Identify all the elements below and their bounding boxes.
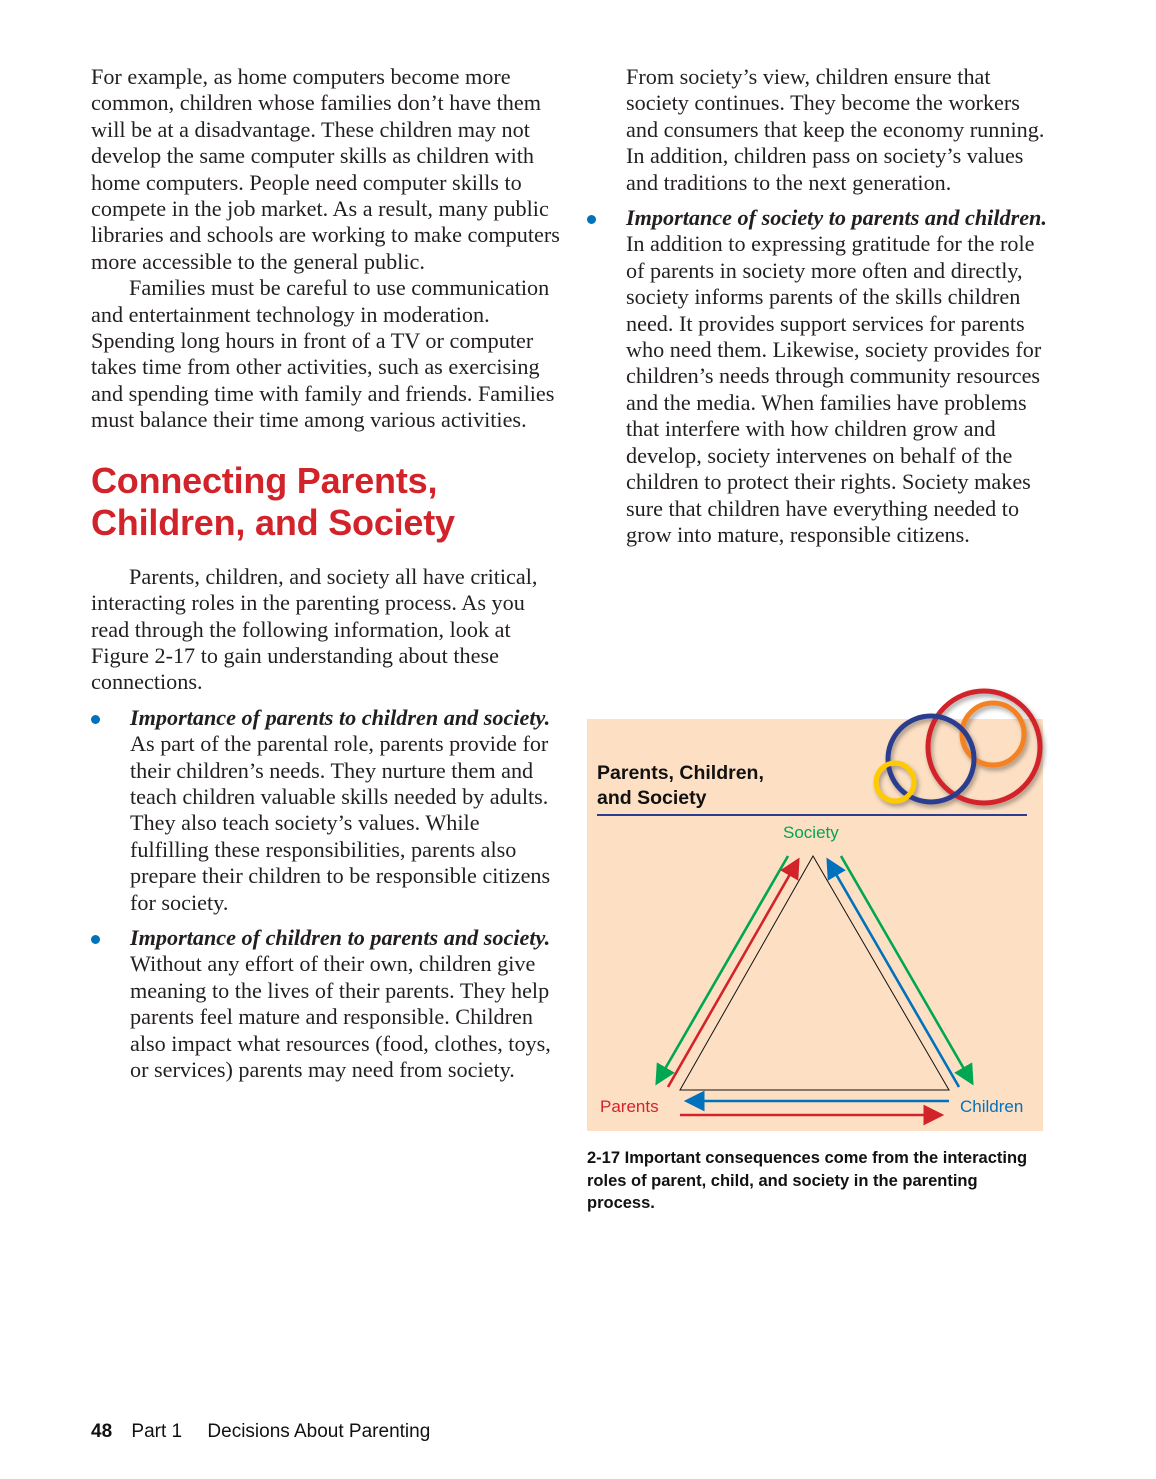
label-society: Society [783,823,839,842]
figure-divider [597,814,1027,816]
section-intro: Parents, children, and society all have critical, interacting roles in the parenting process. As you read through the following information, look at Figure 2-17 to gain understanding about these connections. [91,563,538,695]
label-children: Children [960,1097,1024,1116]
left-column [91,64,561,1083]
label-parents: Parents [600,1097,659,1116]
bullet-text: Without any effort of their own, children give meaning to the lives of their parents. They help parents feel mature and responsible. Children also impact what resources (food, clothes, toys, or services) parents may need from society. [130,951,551,1082]
triangle-arrows-icon [587,819,1043,1131]
chapter-title: Decisions About Parenting [207,1421,431,1442]
figure-title [597,761,764,811]
bullet-society-importance [587,205,1057,548]
right-column [587,64,1057,548]
figure-caption: 2-17 Important consequences come from the interacting roles of parent, child, and society in the parenting process. [587,1149,1028,1212]
bullet-lead: Importance of parents to children and society. [130,704,551,730]
bullet-text: As part of the parental role, parents provide for their children’s needs. They nurture them and teach children valuable skills needed by adults. They also teach society’s values. While fulfilling these responsibilities, parents also prepare their children to be responsible citizens for society. [130,731,551,915]
section-heading: Connecting Parents, Children, and Society [91,459,455,543]
part-label: Part 1 [131,1421,183,1442]
paragraph-moderation: Families must be careful to use communication and entertainment technology in moderation. Spending long hours in front of a TV or computer takes time from other activities, such as exercising and spending time with family and friends. Families must balance their time among various activities. [91,275,555,433]
bullet-icon [587,215,596,224]
page-footer [91,1421,430,1443]
paragraph-computers: For example, as home computers become more common, children whose families don’t have them will be at a disadvantage. These children may not develop the same computer skills as children with home computers. People need computer skills to compete in the job market. As a result, many public libraries and schools are working to make computers more accessible to the general public. [91,64,560,274]
page-number: 48 [91,1421,113,1442]
bullet-text: In addition to expressing gratitude for the role of parents in society more often and directly, society informs parents of the skills children need. It provides support services for parents who need them. Likewise, society provides for children’s needs through community resources and the media. When families have problems that interfere with how children grow and develop, society intervenes on behalf of the children to protect their rights. Society makes sure that children have everything needed to grow into mature, responsible citizens. [626,231,1042,547]
figure-title-line2: and Society [597,787,707,809]
bullet-parents-importance [91,705,561,916]
paragraph-society-view: From society’s view, children ensure that society continues. They become the workers and consumers that keep the economy running. In addition, children pass on society’s values and traditions to the next generation. [626,64,1045,195]
bullet-icon [91,935,100,944]
figure-title-line1: Parents, Children, [597,762,764,784]
bullet-lead: Importance of society to parents and children. [626,205,1047,231]
relationship-diagram [587,819,1043,1131]
interlocking-rings-icon [860,684,1050,810]
bullet-children-importance [91,925,561,1083]
bullet-icon [91,715,100,724]
bullet-lead: Importance of children to parents and society. [130,924,551,950]
